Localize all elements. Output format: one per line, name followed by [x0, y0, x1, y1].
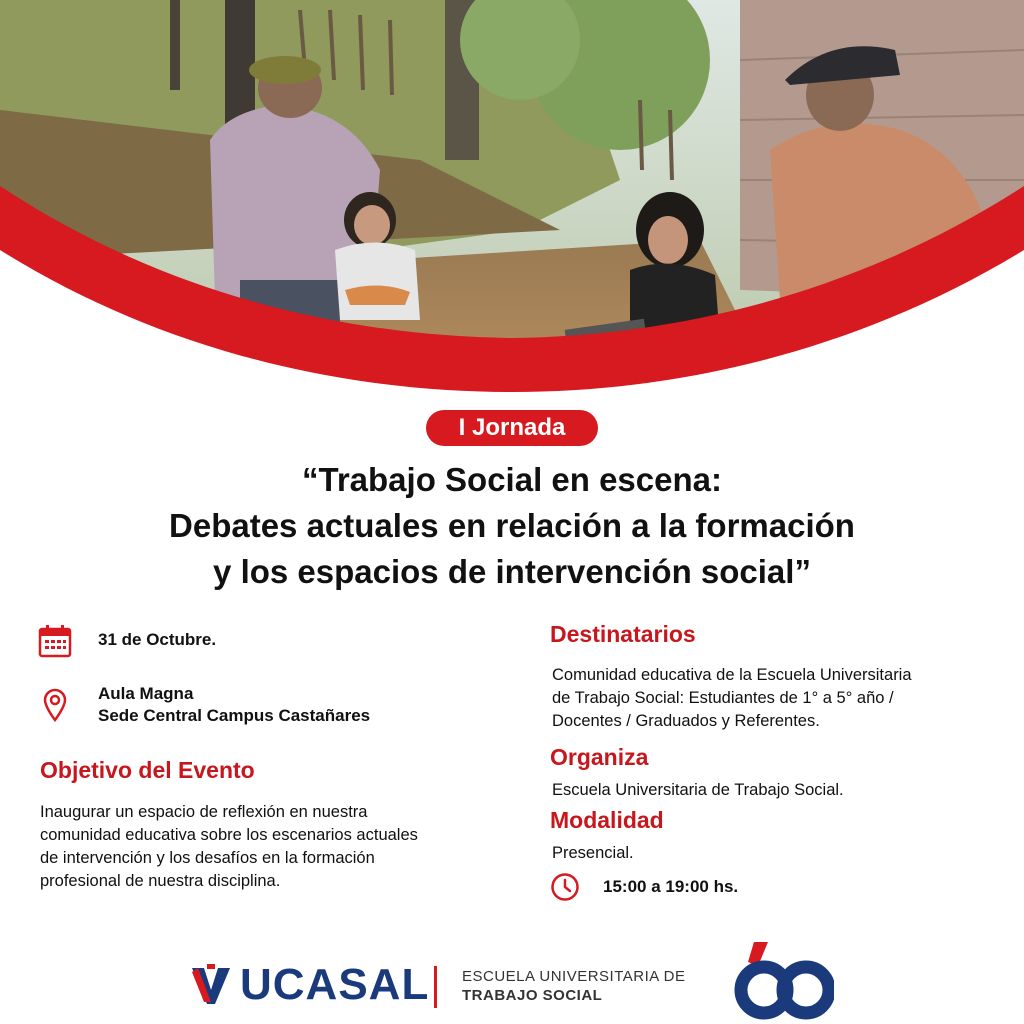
destinatarios-line: Docentes / Graduados y Referentes. — [552, 712, 820, 730]
objetivo-line: de intervención y los desafíos en la formación — [40, 849, 375, 867]
objetivo-line: comunidad educativa sobre los escenarios actuales — [40, 826, 418, 844]
destinatarios-line: de Trabajo Social: Estudiantes de 1° a 5° año / — [552, 689, 894, 707]
destinatarios-text — [552, 664, 912, 733]
anniversary-60-logo — [734, 940, 834, 1020]
place-line-2: Sede Central Campus Castañares — [98, 706, 371, 725]
footer-divider — [434, 966, 437, 1008]
destinatarios-heading: Destinatarios — [550, 621, 696, 647]
location-pin-icon — [42, 688, 68, 722]
modalidad-text — [552, 842, 634, 865]
photo-illustration — [0, 0, 1024, 400]
header-photo — [0, 0, 1024, 400]
school-line-2: TRABAJO SOCIAL — [462, 987, 603, 1004]
modalidad-line: Presencial. — [552, 844, 634, 862]
event-time: 15:00 a 19:00 hs. — [603, 877, 739, 896]
school-line-1: ESCUELA UNIVERSITARIA DE — [462, 968, 686, 985]
calendar-icon — [38, 624, 72, 658]
destinatarios-line: Comunidad educativa de la Escuela Universitaria — [552, 666, 912, 684]
place-line-1: Aula Magna — [98, 684, 194, 703]
organiza-heading: Organiza — [550, 744, 649, 770]
event-badge: I Jornada — [426, 410, 598, 446]
organiza-text — [552, 779, 844, 802]
anniversary-mark-icon — [734, 940, 834, 1020]
objetivo-text — [40, 801, 418, 893]
event-title-line-1: “Trabajo Social en escena: — [301, 461, 722, 498]
modalidad-heading: Modalidad — [550, 807, 664, 833]
ucasal-wordmark: UCASAL — [240, 960, 430, 1009]
objetivo-line: Inaugurar un espacio de reflexión en nuestra — [40, 803, 368, 821]
ucasal-logo-icon — [190, 962, 232, 1006]
organiza-line: Escuela Universitaria de Trabajo Social. — [552, 781, 844, 799]
event-title-line-2: Debates actuales en relación a la formación — [169, 507, 855, 544]
event-date: 31 de Octubre. — [98, 630, 217, 649]
objetivo-heading: Objetivo del Evento — [40, 757, 255, 783]
event-title-line-3: y los espacios de intervención social” — [213, 553, 811, 590]
objetivo-line: profesional de nuestra disciplina. — [40, 872, 281, 890]
clock-icon — [550, 872, 580, 902]
